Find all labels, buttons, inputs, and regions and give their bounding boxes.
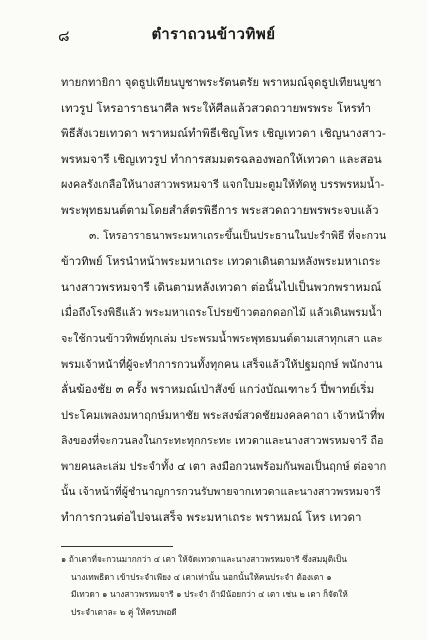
- body-line: ประโคมเพลงมหาฤกษ์มหาชัย พระสงฆ์สวดชัยมงคลคาถา เจ้าหน้าที่พ: [61, 408, 385, 422]
- body-line: พายคนละเล่ม ประจำทั้ง ๔ เตา ลงมือกวนพร้อมกันพอเป็นฤกษ์ ต่อจาก: [61, 459, 386, 473]
- body-line: ทำการกวนต่อไปจนเสร็จ พระมหาเถระ พราหมณ์ โหร เทวดา: [61, 510, 362, 525]
- body-line: ทายกทายิกา จุดธูปเทียนบูชาพระรัตนตรัย พราหมณ์จุดธูปเทียนบูชา: [61, 76, 382, 89]
- body-line: พรหมจารี เชิญเทวรูป ทำการสมมตรฉลองพอกให้เทวดา และสอน: [61, 151, 382, 166]
- page-title: ตำราถวนข้าวทิพย์: [151, 25, 276, 43]
- body-line: พิธีสังเวยเทวดา พราหมณ์ทำพิธีเชิญโหร เชิญเทวดา เชิญนางสาว-: [61, 126, 386, 141]
- footnote-line: ๑ ถ้าเตาที่จะกวนมากกว่า ๔ เตา ให้จัดเทวดาและนางสาวพรหมจารี ซึ่งสมมุติเป็น: [61, 554, 347, 564]
- body-line: นั้น เจ้าหน้าที่ผู้ชำนาญการกวนรับพายจากเทวดาและนางสาวพรหมจารี: [61, 485, 381, 498]
- body-line: ลิงของที่จะกวนลงในกระทะทุกกระทะ เทวดาและนางสาวพรหมจารี ถือ: [61, 434, 384, 448]
- body-line: นางสาวพรหมจารี เดินตามหลังเทวดา ต่อนั้นไปเป็นพวกพราหมณ์: [61, 279, 382, 294]
- body-line: เมื่อถึงโรงพิธีแล้ว พระมหาเถระโปรยข้าวตอกดอกไม้ แล้วเดินพรมน้ำ: [61, 306, 383, 320]
- body-line: ลั่นฆ้องชัย ๓ ครั้ง พราหมณ์เป่าสังข์ แกว่งบัณเฑาะว์ ปี่พาทย์เริ่ม: [61, 382, 375, 397]
- body-line: ผงคลรังเกลือให้นางสาวพรหมจารี แจกใบมะตูมให้ทัดหู บรรพรหมน้ำ-: [61, 178, 385, 192]
- body-line: ข้าวทิพย์ โหรนำหน้าพระมหาเถระ เทวดาเดินตามหลังพระมหาเถระ: [61, 255, 381, 269]
- page-number: ๘: [58, 27, 70, 45]
- footnote-line: มีเทวดา ๑ นางสาวพรหมจารี ๑ ประจำ ถ้ามีน้อยกว่า ๔ เตา เช่น ๒ เตา ก็จัดให้: [71, 589, 348, 599]
- footnote-line: ประจำเตาละ ๒ คู่ ให้ครบพอดี: [71, 606, 177, 617]
- body-line: จะใช้กวนข้าวทิพย์ทุกเล่ม ประพรมน้ำพระพุทธมนต์ตามเสาทุกเสา และ: [61, 331, 383, 345]
- footnote-line: นางเทพธิดา เข้าประจำเพียง ๔ เตาเท่านั้น นอกนั้นให้คนประจำ ต้องเตา ๑: [71, 571, 332, 582]
- footnote: [61, 551, 386, 621]
- body-line: พระพุทธมนต์ตามโดยสำส์ตรพิธีการ พระสวดถวายพรพระจบแล้ว: [61, 202, 379, 217]
- body-line: พรมเจ้าหน้าที่ผู้จะทำการกวนทั้งทุกคน เสร็จแล้วให้ปฐมฤกษ์ พนักงาน: [61, 357, 383, 371]
- body-line: เทวรูป โหรอาราธนาศีล พระให้ศีลแล้วสวดถวายพรพระ โหรทำ: [61, 100, 372, 115]
- paragraph-start-line: ๓. โหรอาราธนาพระมหาเถระขึ้นเป็นประธานในปะรำพิธี ที่จะกวน: [89, 229, 386, 242]
- footnote-divider: [61, 546, 173, 547]
- body-text: [61, 70, 386, 531]
